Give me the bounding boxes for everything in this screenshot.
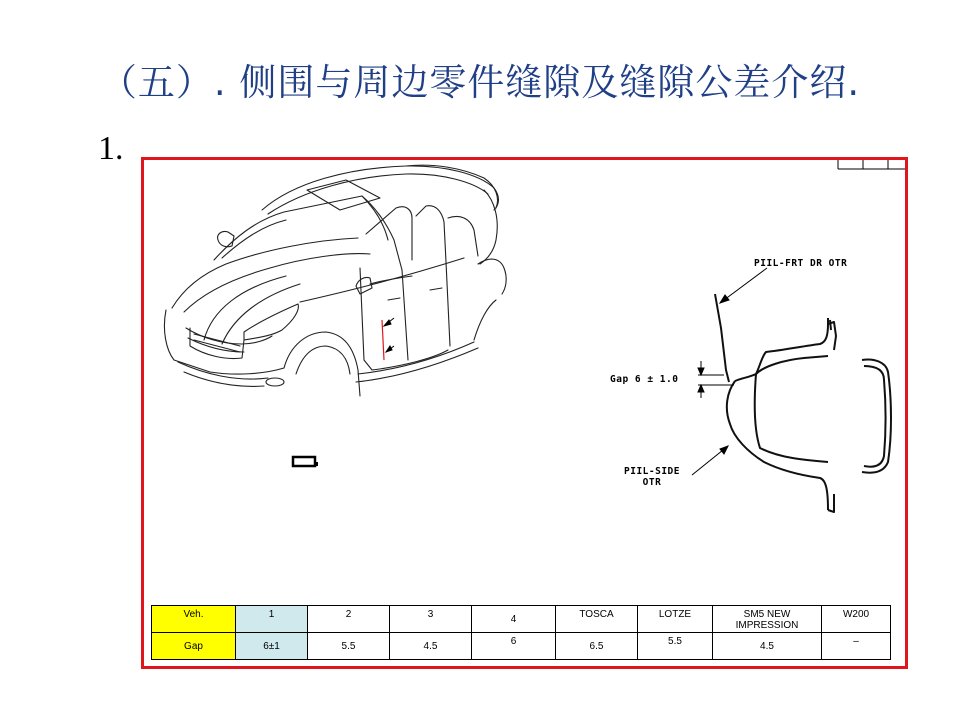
label-front-door-outer: PIIL-FRT DR OTR — [754, 258, 848, 269]
gap-cell: – — [822, 633, 891, 660]
label-side-outer-line1: PIIL-SIDE — [624, 466, 680, 477]
gap-cell: 6.5 — [556, 633, 638, 660]
vehicle-cell: W200 — [822, 606, 891, 633]
label-side-outer-line2: OTR — [642, 477, 662, 488]
header-cell-gap: Gap — [152, 633, 236, 660]
page-title: （五）. 侧围与周边零件缝隙及缝隙公差介绍. — [99, 61, 861, 104]
vehicle-cell: LOTZE — [638, 606, 713, 633]
gap-comparison-table — [151, 605, 891, 660]
small-box-symbol — [293, 457, 315, 466]
table-row-gap — [152, 633, 891, 660]
vehicle-cell: 1 — [236, 606, 308, 633]
leader-arrows — [692, 268, 767, 475]
drawing-frame — [141, 157, 908, 669]
section-number: 1. — [98, 130, 124, 167]
vehicle-cell: 2 — [308, 606, 390, 633]
gap-cell: 6±1 — [236, 633, 308, 660]
table-row-vehicle — [152, 606, 891, 633]
header-cell-vehicle: Veh. — [152, 606, 236, 633]
vehicle-cell: SM5 NEW IMPRESSION — [713, 606, 822, 633]
small-box-tab — [315, 462, 318, 466]
gap-location-arrows — [384, 318, 394, 352]
gap-cell: 4.5 — [390, 633, 472, 660]
label-gap-tolerance: Gap 6 ± 1.0 — [610, 374, 679, 385]
vehicle-cell: 4 — [472, 606, 556, 633]
car-line-drawing — [164, 165, 506, 396]
gap-cell: 4.5 — [713, 633, 822, 660]
drawing-canvas — [144, 160, 905, 666]
gap-cell: 5.5 — [638, 633, 713, 660]
vehicle-cell: 3 — [390, 606, 472, 633]
vehicle-cell: TOSCA — [556, 606, 638, 633]
label-side-outer — [624, 466, 680, 488]
gap-cell: 5.5 — [308, 633, 390, 660]
section-view-profile — [715, 294, 891, 512]
gap-cell: 6 — [472, 633, 556, 660]
title-block-corner — [838, 160, 905, 169]
